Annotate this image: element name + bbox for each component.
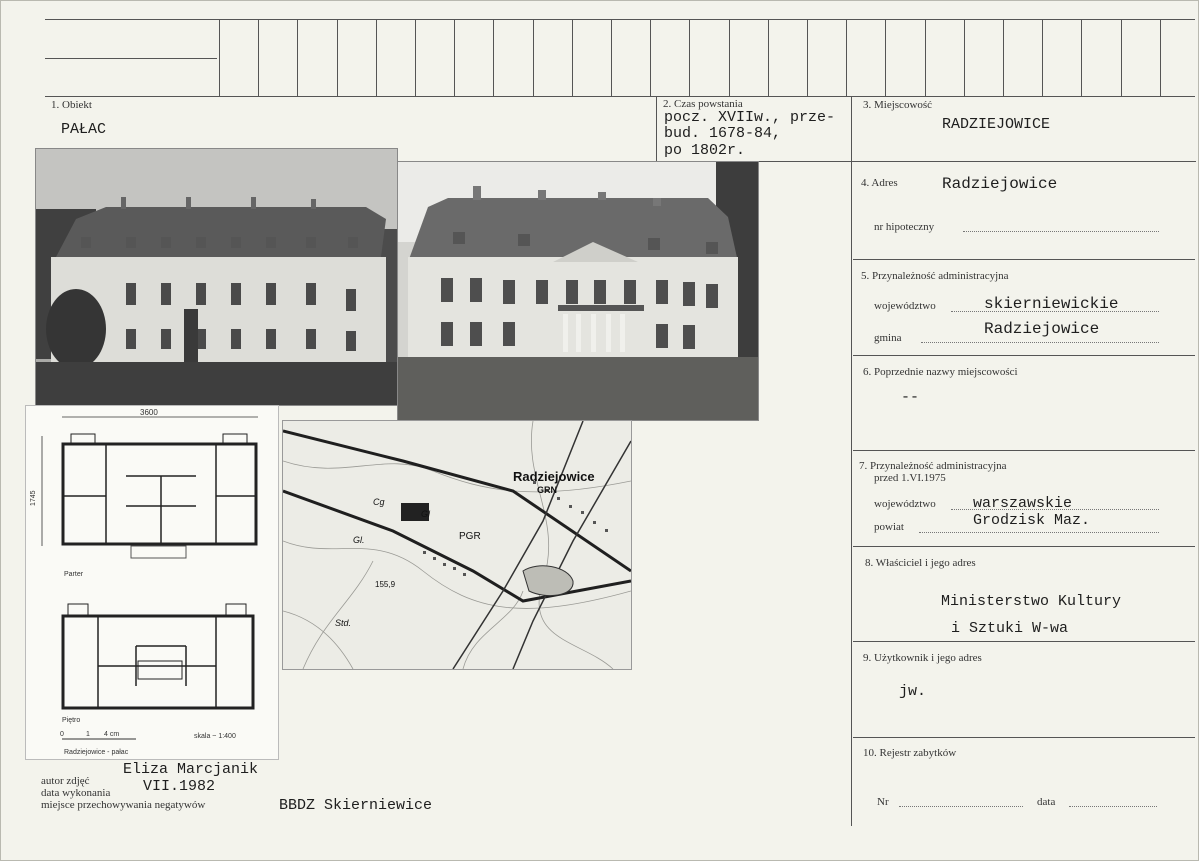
plan-pietro-label: Piętro xyxy=(62,717,81,724)
field-3-label: 3. Miejscowość xyxy=(863,99,933,111)
header-grid-cell-9 xyxy=(572,19,573,96)
footer-autor-label: autor zdjęć xyxy=(41,775,90,787)
header-grid-cell-1 xyxy=(258,19,259,96)
field-5-woj-line xyxy=(951,311,1159,312)
header-grid-cell-8 xyxy=(533,19,534,96)
field-8-label: 8. Właściciel i jego adres xyxy=(865,557,976,569)
sep-5 xyxy=(853,259,1195,260)
header-grid-cell-18 xyxy=(925,19,926,96)
header-grid-cell-14 xyxy=(768,19,769,96)
field-5-gmina-label: gmina xyxy=(874,332,902,344)
sep-9 xyxy=(853,641,1195,642)
sep-6 xyxy=(853,355,1195,356)
field-2-line3: po 1802r. xyxy=(664,142,746,159)
map-label-height: 155,9 xyxy=(375,580,396,589)
sep-8 xyxy=(853,546,1195,547)
plan-scale-label: skala ~ 1:400 xyxy=(194,733,236,740)
field-3-value: RADZIEJOWICE xyxy=(942,116,1051,133)
field-10-nr-label: Nr xyxy=(877,796,889,808)
field-1-value: PAŁAC xyxy=(61,121,107,138)
header-grid-cell-17 xyxy=(885,19,886,96)
field-9-value: jw. xyxy=(899,683,927,700)
field-2-line1: pocz. XVIIw., prze- xyxy=(664,109,836,126)
palace-photo-1 xyxy=(35,148,398,406)
plan-width-dim: 3600 xyxy=(140,408,158,417)
header-grid-cell-2 xyxy=(297,19,298,96)
header-grid-cell-21 xyxy=(1042,19,1043,96)
field-2-line2: bud. 1678-84, xyxy=(664,125,782,142)
footer-autor-value: Eliza Marcjanik xyxy=(123,761,259,778)
field-8-line2: i Sztuki W-wa xyxy=(951,620,1069,637)
footer-miejsce-label: miejsce przechowywania negatywów xyxy=(41,799,206,811)
field-5-label: 5. Przynależność administracyjna xyxy=(861,270,1009,282)
plan-scale-tick-0: 0 xyxy=(60,731,64,738)
field-7-powiat-label: powiat xyxy=(874,521,904,533)
field-7-woj-value: warszawskie xyxy=(973,495,1073,512)
header-grid-cell-4 xyxy=(376,19,377,96)
plan-scale-tick-1: 1 xyxy=(86,731,90,738)
field-4-hipoteczny-label: nr hipoteczny xyxy=(874,221,935,233)
field-9-label: 9. Użytkownik i jego adres xyxy=(863,652,982,664)
field-7-label: 7. Przynależność administracyjna xyxy=(859,460,1007,472)
field-7-woj-label: województwo xyxy=(874,498,936,510)
field-5-woj-value: skierniewickie xyxy=(984,295,1119,313)
field-7-woj-line xyxy=(951,509,1159,510)
field-6-value: -- xyxy=(901,389,920,406)
map-label-gl2: Gl. xyxy=(353,535,365,545)
footer-miejsce-value: BBDZ Skierniewice xyxy=(279,797,433,814)
field-2-label: 2. Czas powstania xyxy=(663,98,743,110)
divider-v1 xyxy=(656,96,657,161)
divider-v2 xyxy=(851,96,852,826)
map-label-cg: Cg xyxy=(373,497,385,507)
header-grid-cell-7 xyxy=(493,19,494,96)
header-grid-cell-5 xyxy=(415,19,416,96)
footer-data-label: data wykonania xyxy=(41,787,111,799)
field-5-gmina-line xyxy=(921,342,1159,343)
map-label-gl: Gl xyxy=(421,509,430,519)
plan-parter-label: Parter xyxy=(64,571,84,578)
field-10-label: 10. Rejestr zabytków xyxy=(863,747,957,759)
header-top-rule xyxy=(45,19,1195,20)
header-grid-cell-11 xyxy=(650,19,651,96)
location-map xyxy=(282,420,632,670)
field-4-hipoteczny-line xyxy=(963,231,1159,232)
header-grid-cell-22 xyxy=(1081,19,1082,96)
field-4-label: 4. Adres xyxy=(861,177,898,189)
field-4-value: Radziejowice xyxy=(942,175,1058,193)
header-grid-cell-23 xyxy=(1121,19,1122,96)
map-label-std: Std. xyxy=(335,618,352,628)
field-7-label2: przed 1.VI.1975 xyxy=(874,472,946,484)
field-5-woj-label: województwo xyxy=(874,300,936,312)
sep-10 xyxy=(853,737,1195,738)
header-grid-cell-0 xyxy=(219,19,220,96)
plan-depth-dim: 1745 xyxy=(30,490,37,506)
sep-7 xyxy=(853,450,1195,451)
header-grid-cell-10 xyxy=(611,19,612,96)
header-grid-cell-12 xyxy=(689,19,690,96)
map-town-label: Radziejowice xyxy=(513,469,595,484)
map-label-pgr: PGR xyxy=(459,531,481,542)
header-grid-cell-20 xyxy=(1003,19,1004,96)
floor-plan xyxy=(25,405,279,760)
header-grid-cell-19 xyxy=(964,19,965,96)
header-mid-rule xyxy=(45,58,217,59)
field-10-data-line xyxy=(1069,806,1157,807)
field-1-label: 1. Obiekt xyxy=(51,99,92,111)
header-grid-cell-13 xyxy=(729,19,730,96)
field-10-nr-line xyxy=(899,806,1023,807)
footer-data-value: VII.1982 xyxy=(143,778,216,795)
header-bottom-rule xyxy=(45,96,1195,97)
plan-caption: Radziejowice - pałac xyxy=(64,749,129,756)
header-grid-cell-24 xyxy=(1160,19,1161,96)
field-6-label: 6. Poprzednie nazwy miejscowości xyxy=(863,366,1018,378)
field-7-powiat-value: Grodzisk Maz. xyxy=(973,512,1091,529)
header-grid-cell-16 xyxy=(846,19,847,96)
header-grid-cell-3 xyxy=(337,19,338,96)
map-grn-label: GRN xyxy=(537,485,557,495)
plan-scale-tick-2: 4 cm xyxy=(104,731,120,738)
field-5-gmina-value: Radziejowice xyxy=(984,320,1100,338)
field-8-line1: Ministerstwo Kultury xyxy=(941,593,1122,610)
header-grid-cell-15 xyxy=(807,19,808,96)
header-grid-cell-6 xyxy=(454,19,455,96)
field-7-powiat-line xyxy=(919,532,1159,533)
palace-photo-2 xyxy=(397,161,759,421)
field-10-data-label: data xyxy=(1037,796,1056,808)
